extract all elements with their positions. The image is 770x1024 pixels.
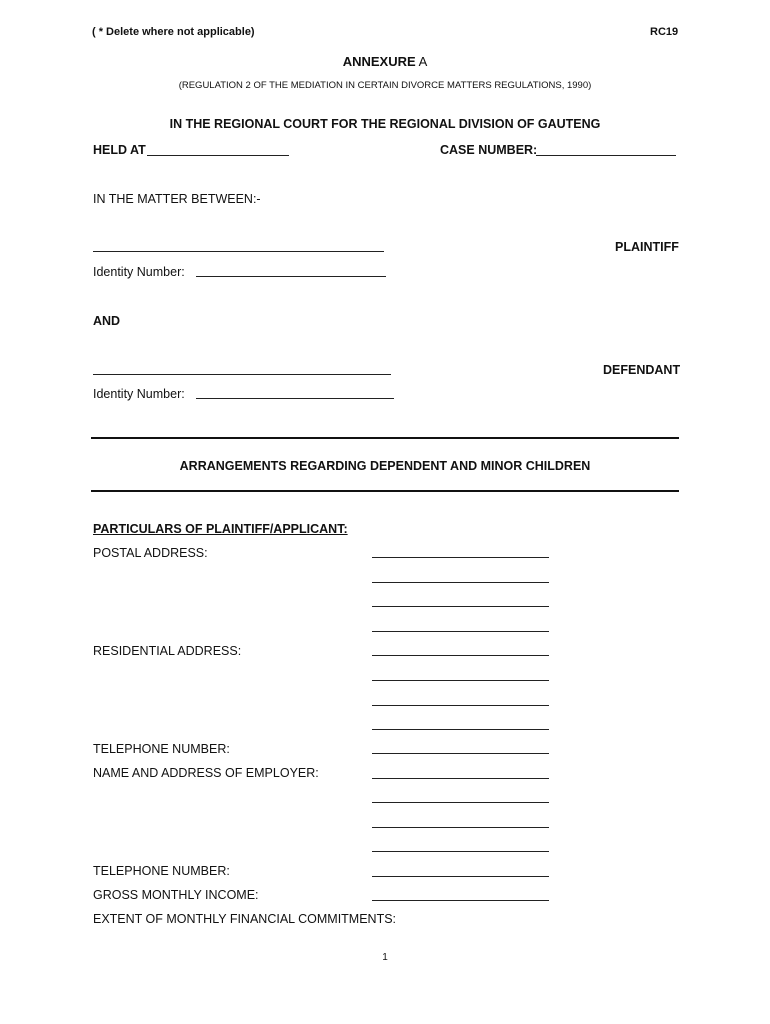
and-label: AND — [93, 314, 121, 328]
commitments-label: EXTENT OF MONTHLY FINANCIAL COMMITMENTS: — [93, 912, 397, 926]
telephone-label-2: TELEPHONE NUMBER: — [93, 864, 230, 878]
postal-address-label: POSTAL ADDRESS: — [93, 546, 208, 560]
defendant-label: DEFENDANT — [603, 363, 681, 377]
residential-address-line-1[interactable] — [372, 655, 549, 656]
court-heading: IN THE REGIONAL COURT FOR THE REGIONAL DIVISION OF GAUTENG — [169, 117, 601, 131]
employer-line-2[interactable] — [372, 802, 549, 803]
held-at-field[interactable] — [147, 155, 289, 156]
postal-address-line-3[interactable] — [372, 606, 549, 607]
telephone-field-2[interactable] — [372, 876, 549, 877]
plaintiff-identity-field[interactable] — [196, 276, 386, 277]
plaintiff-identity-label: Identity Number: — [93, 265, 185, 279]
employer-line-4[interactable] — [372, 851, 549, 852]
residential-address-line-4[interactable] — [372, 729, 549, 730]
section-heading: ARRANGEMENTS REGARDING DEPENDENT AND MINOR CHILDREN — [179, 459, 591, 473]
annexure-title — [0, 54, 770, 69]
annexure-word: ANNEXURE — [342, 54, 416, 69]
annexure-letter: A — [415, 54, 428, 69]
gross-income-label: GROSS MONTHLY INCOME: — [93, 888, 259, 902]
postal-address-line-2[interactable] — [372, 582, 549, 583]
held-at-label: HELD AT — [93, 143, 146, 157]
defendant-identity-field[interactable] — [196, 398, 394, 399]
page-number: 1 — [382, 952, 388, 963]
telephone-field-1[interactable] — [372, 753, 549, 754]
regulation-reference: (REGULATION 2 OF THE MEDIATION IN CERTAIN DIVORCE MATTERS REGULATIONS, 1990) — [178, 80, 592, 91]
section-rule-top — [91, 437, 679, 439]
telephone-label-1: TELEPHONE NUMBER: — [93, 742, 230, 756]
case-number-field[interactable] — [536, 155, 676, 156]
gross-income-field[interactable] — [372, 900, 549, 901]
plaintiff-name-field[interactable] — [93, 251, 384, 252]
employer-line-1[interactable] — [372, 778, 549, 779]
postal-address-line-1[interactable] — [372, 557, 549, 558]
employer-line-3[interactable] — [372, 827, 549, 828]
residential-address-line-3[interactable] — [372, 705, 549, 706]
section-rule-bottom — [91, 490, 679, 492]
case-number-label: CASE NUMBER: — [440, 143, 538, 157]
postal-address-line-4[interactable] — [372, 631, 549, 632]
matter-between: IN THE MATTER BETWEEN:- — [93, 192, 261, 206]
residential-address-line-2[interactable] — [372, 680, 549, 681]
plaintiff-label: PLAINTIFF — [615, 240, 679, 254]
residential-address-label: RESIDENTIAL ADDRESS: — [93, 644, 242, 658]
delete-note: ( * Delete where not applicable) — [92, 26, 255, 38]
employer-label: NAME AND ADDRESS OF EMPLOYER: — [93, 766, 319, 780]
defendant-identity-label: Identity Number: — [93, 387, 185, 401]
defendant-name-field[interactable] — [93, 374, 391, 375]
form-code: RC19 — [650, 26, 679, 38]
particulars-heading: PARTICULARS OF PLAINTIFF/APPLICANT: — [93, 522, 348, 536]
